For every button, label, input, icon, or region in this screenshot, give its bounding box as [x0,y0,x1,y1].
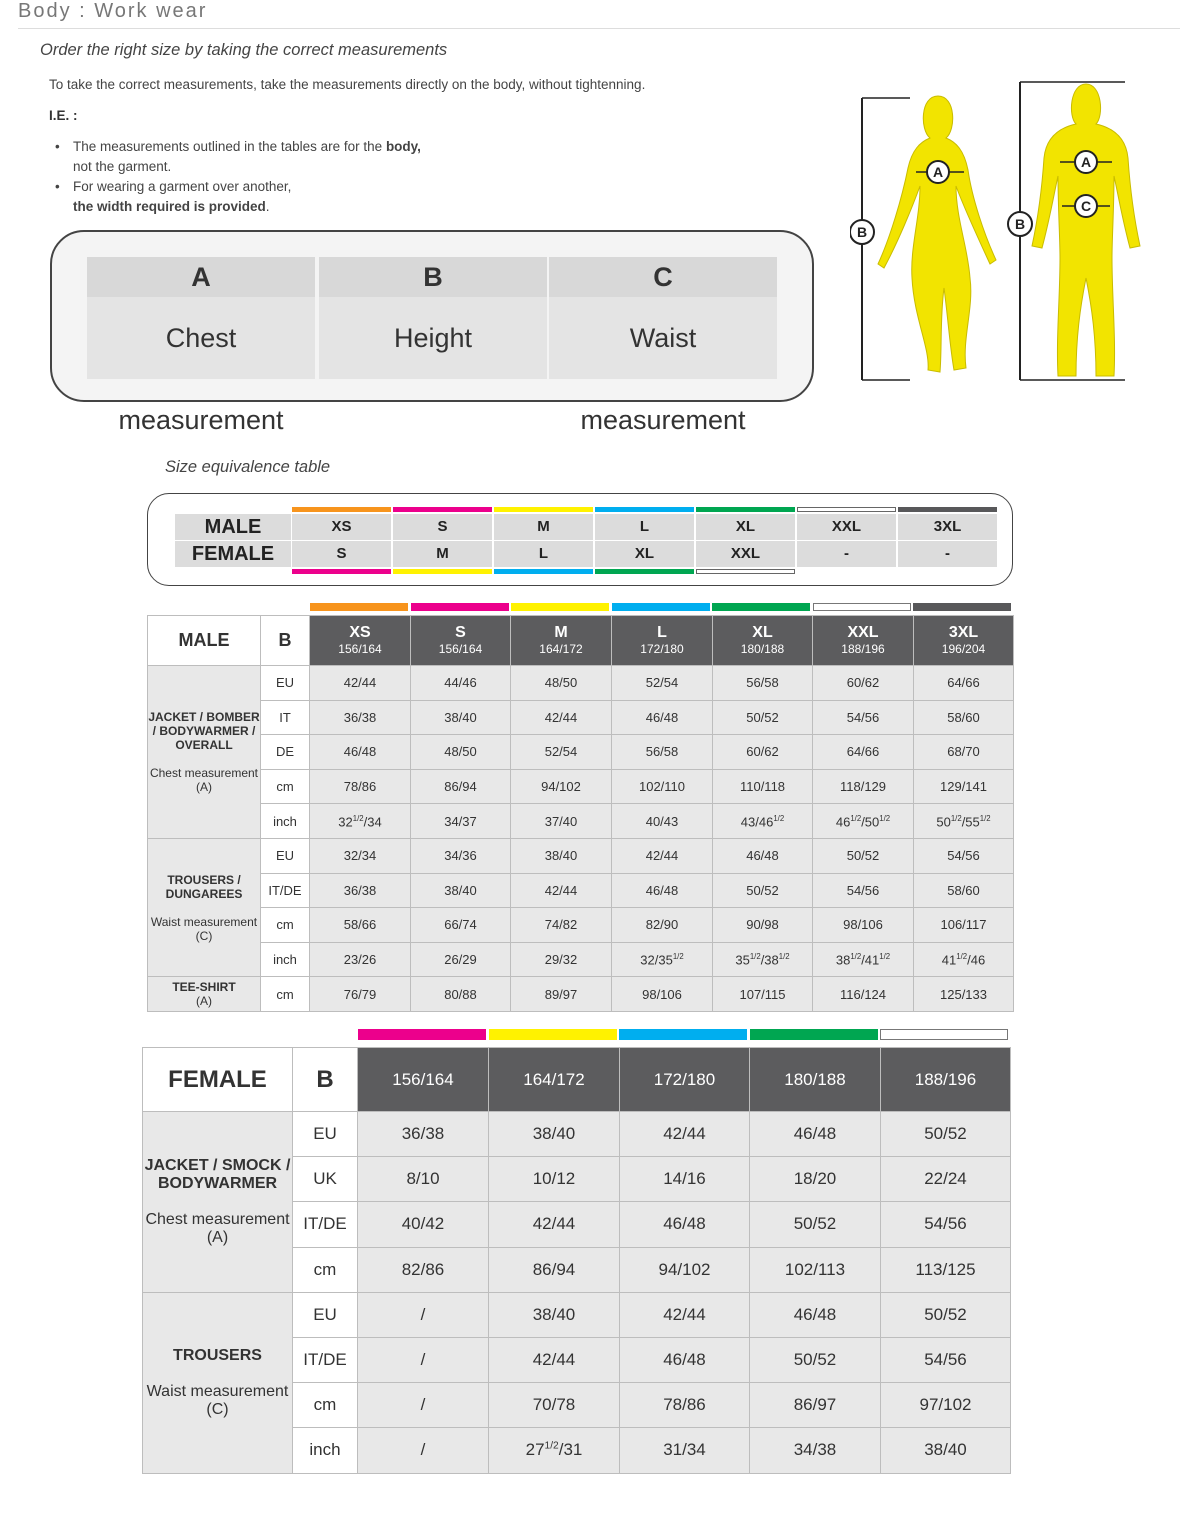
category-title: TROUSERS [173,1346,262,1364]
table-cell: 34/37 [411,804,511,839]
table-cell: 94/102 [620,1247,750,1292]
bullet-text: The measurements outlined in the tables are for the [73,139,386,154]
table-cell: 116/124 [813,977,914,1012]
table-cell: 86/97 [750,1383,881,1428]
female-size-table [142,1047,1011,1474]
table-cell: 54/56 [881,1202,1011,1247]
category-title: TROUSERS / DUNGAREES [165,872,243,901]
table-cell: 32/34 [310,838,411,873]
table-cell: 86/94 [411,769,511,804]
equiv-color-bar [393,507,492,512]
table-cell: 44/46 [411,666,511,701]
table-cell: 26/29 [411,942,511,977]
equiv-color-bar [797,507,896,512]
table-row [148,735,1014,770]
table-cell: 46/48 [713,838,813,873]
male-table-corner: MALE [148,616,261,666]
table-cell: 107/115 [713,977,813,1012]
female-height-header: 180/188 [750,1048,881,1112]
female-b-label: B [293,1048,358,1112]
size-color-bar [511,603,609,611]
bullet-item [55,177,421,217]
size-code: XL [752,623,773,641]
table-cell: 78/86 [620,1383,750,1428]
table-cell: 38/40 [881,1428,1011,1473]
table-cell: 50/52 [713,700,813,735]
table-cell: 34/36 [411,838,511,873]
male-mark-a: A [1080,154,1092,170]
table-cell: 48/50 [511,666,612,701]
size-color-bar [750,1029,878,1040]
equiv-color-bar [898,507,997,512]
table-cell: 80/88 [411,977,511,1012]
male-b-label: B [261,616,310,666]
table-cell: 102/113 [750,1247,881,1292]
female-mark-b: B [856,224,868,240]
table-cell: 58/60 [914,873,1014,908]
table-cell: 50/52 [713,873,813,908]
table-cell: 42/44 [620,1112,750,1157]
table-cell: 42/44 [489,1202,620,1247]
table-cell: 46/48 [750,1292,881,1337]
table-cell: 42/44 [511,700,612,735]
size-height: 156/164 [438,641,483,656]
table-cell: 113/125 [881,1247,1011,1292]
male-figure [1008,82,1140,380]
equiv-male-label: MALE [175,514,291,540]
table-row [148,908,1014,943]
category-subtitle: Waist measurement [146,1382,289,1400]
table-cell: 74/82 [511,908,612,943]
table-cell: 118/129 [813,769,914,804]
table-cell: 56/58 [713,666,813,701]
size-height: 172/180 [640,641,684,656]
legend-letter: A [87,257,315,297]
unit-label: EU [261,838,310,873]
female-height-header: 188/196 [881,1048,1011,1112]
size-color-bar [411,603,509,611]
garment-category [143,1112,293,1293]
size-code: 3XL [948,623,979,641]
table-cell: 98/106 [813,908,914,943]
size-code: M [554,623,568,641]
size-code: XXL [847,623,879,641]
table-cell: / [358,1428,489,1473]
table-cell: $32/35^{1/2}$ [612,942,713,977]
table-cell: 54/56 [813,700,914,735]
measurement-legend [50,230,814,435]
male-size-header [511,616,612,666]
table-cell: 64/66 [813,735,914,770]
equiv-female-size: M [393,541,492,567]
equiv-color-bar [696,569,795,574]
unit-label: cm [261,977,310,1012]
table-cell: 58/66 [310,908,411,943]
equiv-color-bar [393,569,492,574]
table-cell: 97/102 [881,1383,1011,1428]
category-title: TEE-SHIRT [172,980,236,995]
table-cell: 38/40 [489,1292,620,1337]
unit-label: EU [261,666,310,701]
male-size-header [713,616,813,666]
garment-category [148,666,261,839]
table-cell: $50^{1/2}/55^{1/2}$ [914,804,1014,839]
male-size-table [147,615,1014,1012]
equiv-color-bar [292,569,391,574]
male-size-header [813,616,914,666]
equiv-male-size: XXL [797,514,896,540]
table-cell: 46/48 [612,873,713,908]
male-size-header [411,616,511,666]
male-size-header [612,616,713,666]
title-divider [18,28,1180,29]
size-color-bar [913,603,1011,611]
table-cell: 125/133 [914,977,1014,1012]
equiv-female-label: FEMALE [175,541,291,567]
equiv-female-size: XXL [696,541,795,567]
intro-heading: Order the right size by taking the correct measurements [40,41,448,59]
equiv-color-bar [595,507,694,512]
size-color-bar [358,1029,486,1040]
category-mark: (C) [206,1400,229,1418]
table-cell: 38/40 [511,838,612,873]
garment-category [143,1292,293,1473]
legend-column-c [549,257,777,435]
size-color-bar [880,1029,1008,1040]
equiv-female-size: L [494,541,593,567]
table-cell: 52/54 [612,666,713,701]
unit-label: cm [261,908,310,943]
table-cell: 14/16 [620,1157,750,1202]
table-row [143,1112,1011,1157]
table-cell: 50/52 [881,1112,1011,1157]
table-cell: 102/110 [612,769,713,804]
category-subtitle: Chest measurement [149,765,259,780]
table-cell: 82/86 [358,1247,489,1292]
table-cell: 58/60 [914,700,1014,735]
table-cell: 36/38 [310,700,411,735]
table-cell: 48/50 [411,735,511,770]
table-cell: 110/118 [713,769,813,804]
table-cell: 42/44 [612,838,713,873]
female-height-header: 172/180 [620,1048,750,1112]
table-cell: 54/56 [813,873,914,908]
size-color-bar [612,603,710,611]
unit-label: EU [293,1292,358,1337]
table-cell: 8/10 [358,1157,489,1202]
category-mark: (C) [195,928,213,943]
bullet-text: . [265,199,270,214]
table-cell: 42/44 [489,1337,620,1382]
equiv-color-bar [696,507,795,512]
table-cell: 60/62 [713,735,813,770]
table-cell: 38/40 [411,873,511,908]
table-cell: $35^{1/2}/38^{1/2}$ [713,942,813,977]
legend-label: Chest measurement [118,323,284,435]
legend-letter: B [319,257,547,297]
table-cell: 68/70 [914,735,1014,770]
size-height: 156/164 [338,641,382,656]
category-title: JACKET / BOMBER / BODYWARMER / OVERALL [148,709,260,752]
table-cell: 42/44 [620,1292,750,1337]
female-table-corner: FEMALE [143,1048,293,1112]
female-figure [850,96,996,380]
table-cell: 94/102 [511,769,612,804]
table-cell: 29/32 [511,942,612,977]
table-row [148,838,1014,873]
table-cell: / [358,1383,489,1428]
male-mark-b: B [1014,216,1026,232]
ie-label: I.E. : [49,108,78,123]
bullet-dot-icon: • [55,179,60,194]
table-cell: 40/43 [612,804,713,839]
table-cell: $32^{1/2}/34$ [310,804,411,839]
table-cell: 42/44 [511,873,612,908]
size-equivalence-heading: Size equivalence table [165,458,331,476]
category-title: JACKET / SMOCK / BODYWARMER [144,1156,291,1192]
equiv-male-size: S [393,514,492,540]
table-cell: 64/66 [914,666,1014,701]
table-cell: 36/38 [310,873,411,908]
table-cell: 66/74 [411,908,511,943]
table-row [148,804,1014,839]
unit-label: IT [261,700,310,735]
garment-category [148,838,261,976]
size-height: 196/204 [941,641,986,656]
table-cell: 78/86 [310,769,411,804]
size-height: 188/196 [841,641,885,656]
equiv-male-size: M [494,514,593,540]
equiv-female-size: XL [595,541,694,567]
table-cell: 22/24 [881,1157,1011,1202]
equiv-male-size: 3XL [898,514,997,540]
table-cell: $41^{1/2}/46$ [914,942,1014,977]
table-cell: 38/40 [411,700,511,735]
legend-letter: C [549,257,777,297]
table-cell: $27^{1/2}/31$ [489,1428,620,1473]
table-row [148,942,1014,977]
table-row [148,700,1014,735]
size-color-bar [489,1029,617,1040]
table-cell: 46/48 [612,700,713,735]
equiv-female-size: S [292,541,391,567]
bullet-bold: body, [385,139,421,154]
unit-label: IT/DE [261,873,310,908]
table-cell: 31/34 [620,1428,750,1473]
equiv-male-size: XL [696,514,795,540]
intro-bullets [55,137,421,217]
table-cell: / [358,1337,489,1382]
table-cell: $46^{1/2}/50^{1/2}$ [813,804,914,839]
unit-label: inch [261,942,310,977]
page-title: Body : Work wear [18,0,208,22]
table-cell: 60/62 [813,666,914,701]
size-code: S [455,623,466,641]
table-cell: 10/12 [489,1157,620,1202]
table-cell: 89/97 [511,977,612,1012]
equiv-color-bar [494,507,593,512]
size-color-bar [813,603,911,611]
unit-label: DE [261,735,310,770]
unit-label: UK [293,1157,358,1202]
table-cell: 129/141 [914,769,1014,804]
table-cell: 54/56 [881,1337,1011,1382]
bullet-bold: the width required is provided [73,199,266,214]
table-cell: 50/52 [813,838,914,873]
legend-label: Waist measurement [580,323,746,435]
table-cell: 54/56 [914,838,1014,873]
equiv-color-bar [494,569,593,574]
table-cell: 42/44 [310,666,411,701]
table-cell: 52/54 [511,735,612,770]
unit-label: EU [293,1112,358,1157]
table-cell: 98/106 [612,977,713,1012]
legend-column-b [319,257,547,379]
table-cell: $43/46^{1/2}$ [713,804,813,839]
table-cell: 23/26 [310,942,411,977]
equiv-female-size: - [797,541,896,567]
table-cell: 50/52 [750,1202,881,1247]
table-cell: 82/90 [612,908,713,943]
table-cell: 56/58 [612,735,713,770]
female-mark-a: A [932,164,944,180]
table-row [148,873,1014,908]
unit-label: IT/DE [293,1202,358,1247]
unit-label: IT/DE [293,1337,358,1382]
female-height-header: 164/172 [489,1048,620,1112]
unit-label: inch [261,804,310,839]
bullet-dot-icon: • [55,139,60,154]
table-cell: 50/52 [750,1337,881,1382]
category-mark: (A) [196,779,212,794]
unit-label: cm [293,1247,358,1292]
size-color-bar [619,1029,747,1040]
bullet-text: For wearing a garment over another, [73,179,292,194]
legend-label: Height [393,323,473,353]
equiv-color-bar [292,507,391,512]
table-cell: 76/79 [310,977,411,1012]
male-mark-c: C [1080,198,1092,214]
unit-label: inch [293,1428,358,1473]
equiv-female-size: - [898,541,997,567]
size-height: 164/172 [539,641,583,656]
equiv-color-bar [595,569,694,574]
unit-label: cm [293,1383,358,1428]
body-measurement-figures [850,78,1160,388]
category-mark: (A) [206,1228,229,1246]
female-height-header: 156/164 [358,1048,489,1112]
table-cell: 40/42 [358,1202,489,1247]
table-cell: 46/48 [310,735,411,770]
garment-category [148,977,261,1012]
table-cell: 46/48 [620,1202,750,1247]
table-cell: 38/40 [489,1112,620,1157]
legend-column-a [87,257,315,435]
unit-label: cm [261,769,310,804]
table-cell: 46/48 [750,1112,881,1157]
size-equivalence-box [147,493,1013,586]
equiv-male-size: L [595,514,694,540]
table-cell: 18/20 [750,1157,881,1202]
table-cell: $38^{1/2}/41^{1/2}$ [813,942,914,977]
table-row [143,1292,1011,1337]
table-cell: / [358,1292,489,1337]
table-row [148,769,1014,804]
category-subtitle: Chest measurement [145,1210,290,1228]
table-cell: 46/48 [620,1337,750,1382]
table-cell: 106/117 [914,908,1014,943]
size-height: 180/188 [740,641,785,656]
table-row [148,977,1014,1012]
table-cell: 70/78 [489,1383,620,1428]
bullet-text: not the garment. [73,159,172,174]
equiv-male-size: XS [292,514,391,540]
intro-text: To take the correct measurements, take the measurements directly on the body, without tightenning. [49,77,646,92]
male-size-header [914,616,1014,666]
table-row [148,666,1014,701]
size-code: L [657,623,667,641]
size-color-bar [310,603,408,611]
bullet-item [55,137,421,177]
male-size-header [310,616,411,666]
table-cell: 37/40 [511,804,612,839]
table-cell: 36/38 [358,1112,489,1157]
category-mark: (A) [196,994,212,1009]
category-subtitle: Waist measurement [150,914,258,929]
table-cell: 34/38 [750,1428,881,1473]
size-color-bar [712,603,810,611]
table-cell: 50/52 [881,1292,1011,1337]
table-cell: 86/94 [489,1247,620,1292]
table-cell: 90/98 [713,908,813,943]
size-code: XS [349,623,371,641]
